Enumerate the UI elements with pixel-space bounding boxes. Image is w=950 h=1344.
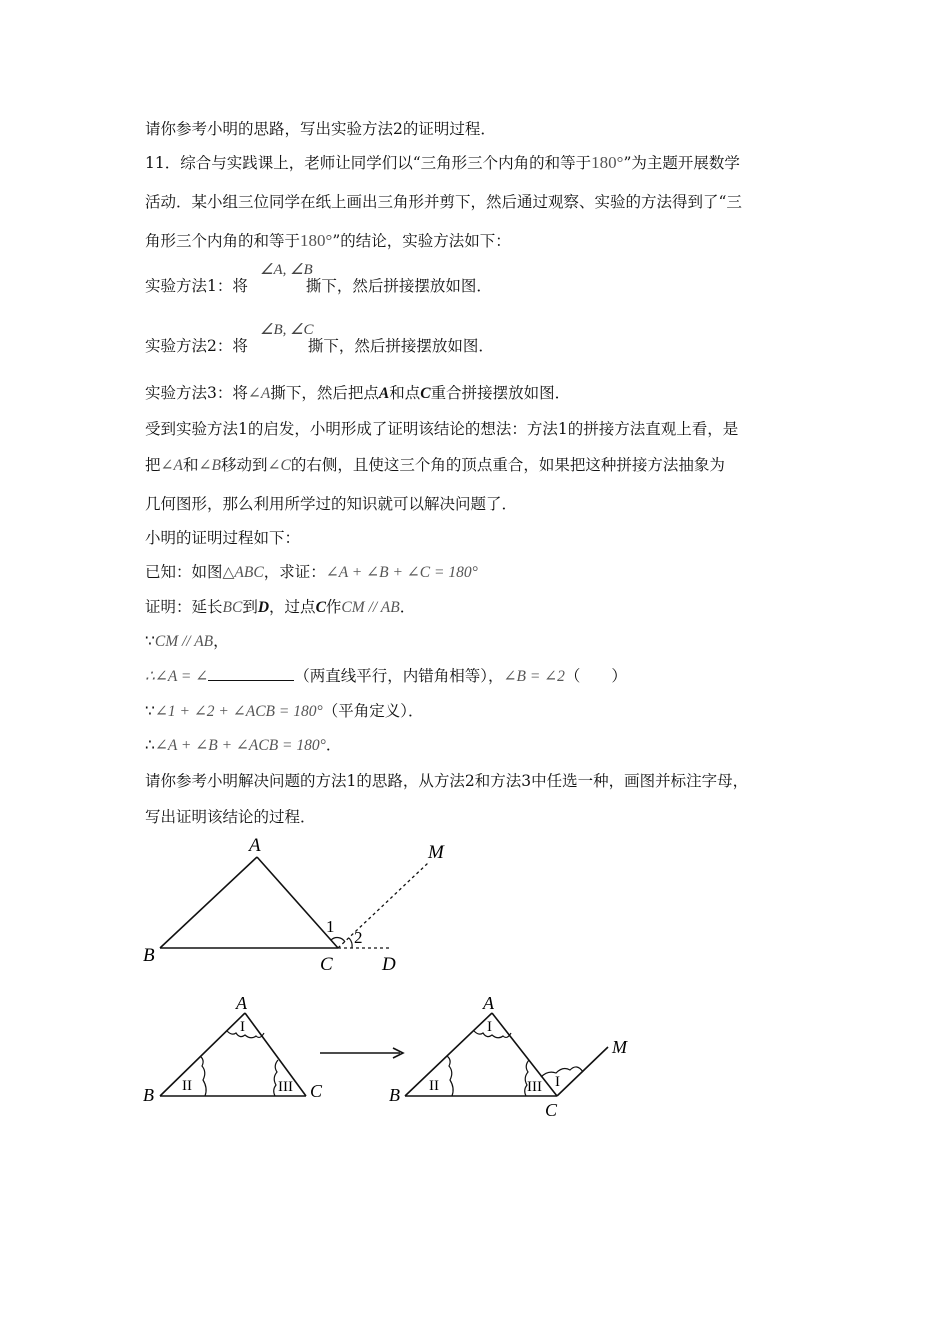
proof-intro: 小明的证明过程如下： xyxy=(145,529,301,547)
label-a: A xyxy=(483,993,494,1013)
text-seg: 和点 xyxy=(389,384,421,402)
tear-line-moved xyxy=(541,1067,583,1077)
inspire-line-3: 几何图形，那么利用所学过的知识就可以解决问题了． xyxy=(145,495,518,513)
text-seg: ”为主题开展数学 xyxy=(623,154,740,172)
math-angle-a: ∠A xyxy=(247,385,271,402)
therefore-symbol: ∴ xyxy=(145,736,155,754)
math-triangle: △ABC xyxy=(222,564,264,581)
text-seg: （平角定义）． xyxy=(322,702,424,720)
problem-number: 11． xyxy=(145,154,181,172)
text-seg: ， xyxy=(213,632,229,650)
label-i: I xyxy=(487,1019,492,1035)
math-sum: ∠A + ∠B + ∠C = 180° xyxy=(325,564,478,581)
text-seg: 把 xyxy=(145,456,161,474)
math-180: 180° xyxy=(591,153,624,172)
text-seg: 移动到 xyxy=(220,456,268,474)
text-seg: 撕下，然后拼接摆放如图． xyxy=(305,277,492,295)
problem-line-2: 活动．某小组三位同学在纸上画出三角形并剪下，然后通过观察、实验的方法得到了“三 xyxy=(145,193,742,211)
figure-2-left xyxy=(143,993,323,1105)
text-seg: 撕下，然后拼接摆放如图． xyxy=(307,337,494,355)
reason-blank[interactable]: （ ） xyxy=(564,667,627,685)
text-seg: （两直线平行，内错角相等）， xyxy=(294,667,504,685)
tear-line-top xyxy=(474,1031,511,1038)
point-c: C xyxy=(420,385,431,402)
math-b-eq-2: ∠B = ∠2 xyxy=(503,668,565,685)
because-symbol: ∵ xyxy=(145,632,155,650)
text-seg: 实验方法1：将 xyxy=(145,277,248,295)
side-ab xyxy=(160,857,257,948)
math-angle-eq: ∴∠A = ∠ xyxy=(145,668,209,685)
side xyxy=(405,1013,492,1096)
math-straight-angle: ∠1 + ∠2 + ∠ACB = 180° xyxy=(154,703,323,720)
label-i: I xyxy=(240,1019,245,1035)
text-seg: 到 xyxy=(242,598,258,616)
text-seg: ． xyxy=(399,598,416,616)
point-d: D xyxy=(257,599,270,616)
arrow-icon xyxy=(320,1048,403,1058)
ask-line-1: 请你参考小明解决问题的方法1的思路，从方法2和方法3中任选一种，画图并标注字母， xyxy=(145,772,749,790)
text-seg: 撕下，然后把点 xyxy=(270,384,379,402)
ray-cm xyxy=(338,863,428,948)
text-seg: ”的结论，实验方法如下： xyxy=(332,232,511,250)
math-angle-c: ∠C xyxy=(267,457,291,474)
text-seg: 和 xyxy=(182,456,199,474)
point-a: A xyxy=(378,385,390,402)
math-parallel: CM // AB xyxy=(341,599,400,616)
label-b: B xyxy=(143,945,155,966)
label-d: D xyxy=(382,954,396,975)
label-iii: III xyxy=(278,1079,293,1095)
math-parallel: CM // AB xyxy=(154,633,214,650)
text-seg: 已知：如图 xyxy=(145,563,223,581)
label-1: 1 xyxy=(326,917,335,936)
label-2: 2 xyxy=(354,928,363,947)
point-c: C xyxy=(315,599,326,616)
text-seg: 实验方法2：将 xyxy=(145,337,248,355)
math-angle-a: ∠A xyxy=(160,457,183,474)
label-m: M xyxy=(428,842,444,863)
side xyxy=(160,1013,245,1096)
text-seg: 综合与实践课上，老师让同学们以“三角形三个内角的和等于 xyxy=(180,154,592,172)
label-c: C xyxy=(310,1081,323,1101)
label-a: A xyxy=(249,835,261,856)
figure-2-right xyxy=(389,993,628,1120)
text-seg: 重合拼接摆放如图． xyxy=(430,384,571,402)
text-seg: 角形三个内角的和等于 xyxy=(145,232,301,250)
label-m: M xyxy=(612,1037,627,1057)
label-iii: III xyxy=(527,1079,542,1095)
inspire-line-1: 受到实验方法1的启发，小明形成了证明该结论的想法：方法1的拼接方法直观上看，是 xyxy=(145,420,739,438)
ask-line-2: 写出证明该结论的过程． xyxy=(145,808,316,826)
method2-math: ∠B, ∠C xyxy=(260,322,314,338)
text-seg: 证明：延长 xyxy=(145,598,223,616)
side xyxy=(492,1013,557,1096)
text-seg: ，求证： xyxy=(263,563,326,581)
math-180: 180° xyxy=(300,231,333,250)
angle-2-arc xyxy=(349,938,352,948)
text-seg: 实验方法3：将 xyxy=(145,384,248,402)
math-angle-b: ∠B xyxy=(198,457,221,474)
intro-line: 请你参考小明的思路，写出实验方法2的证明过程． xyxy=(145,120,496,138)
method1-math: ∠A, ∠B xyxy=(260,262,313,278)
text-seg: 的右侧，且使这三个角的顶点重合，如果把这种拼接方法抽象为 xyxy=(290,456,725,474)
math-result: ∠A + ∠B + ∠ACB = 180° xyxy=(154,737,326,754)
text-seg: ，过点 xyxy=(269,598,316,616)
text-seg: 作 xyxy=(325,598,342,616)
label-i-moved: I xyxy=(555,1074,560,1090)
label-c: C xyxy=(545,1100,558,1120)
math-bc: BC xyxy=(222,599,243,616)
tear-line-left xyxy=(200,1056,206,1096)
label-a: A xyxy=(236,993,247,1013)
label-ii: II xyxy=(182,1078,192,1094)
label-ii: II xyxy=(429,1078,439,1094)
label-b: B xyxy=(143,1085,154,1105)
text-seg: ． xyxy=(325,736,342,754)
label-b: B xyxy=(389,1085,400,1105)
because-symbol: ∵ xyxy=(145,702,155,720)
figure-1 xyxy=(143,835,445,975)
label-c: C xyxy=(320,954,333,975)
tear-line-left xyxy=(447,1056,453,1096)
